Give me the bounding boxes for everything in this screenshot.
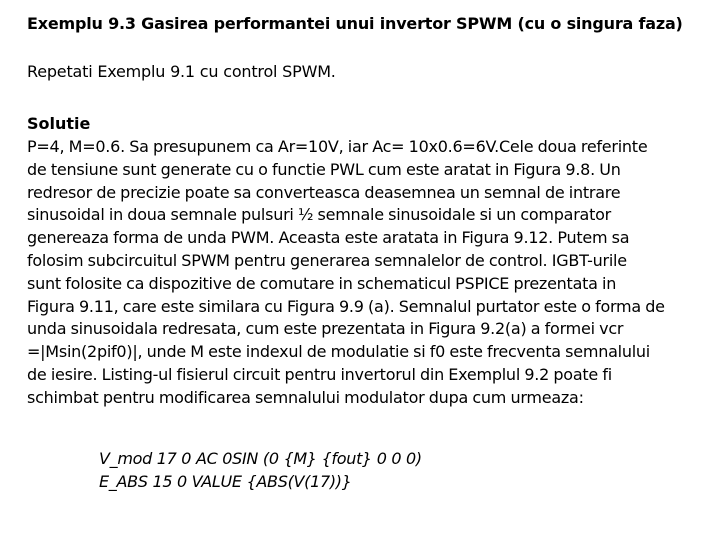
code-line-eabs: E_ABS 15 0 VALUE {ABS(V(17))}: [99, 471, 352, 491]
example-title: Exemplu 9.3 Gasirea performantei unui invertor SPWM (cu o singura faza): [27, 14, 683, 33]
code-line-vmod: V_mod 17 0 AC 0SIN (0 {M} {fout} 0 0 0): [99, 449, 422, 468]
solution-paragraph: P=4, M=0.6. Sa presupunem ca Ar=10V, iar Ac= 10x0.6=6V.Cele doua referinte de tensiune sunt generate cu o functie PWL cum este aratat in Figura 9.8. Un redresor de precizie poate sa converteasca deasemnea un semnal de intrare sinusoidal in doua semnale pulsuri ½ semnale sinusoidale si un comparator genereaza forma de unda PWM. Aceasta este aratata in Figura 9.12. Putem sa folosim subcircuitul SPWM pentru generarea semnalelor de control. IGBT-urile sunt folosite ca dispozitive de comutare in schematicul PSPICE prezentata in Figura 9.11, care este similara cu Figura 9.9 (a). Semnalul purtator este o forma de unda sinusoidala redresata, cum este prezentata in Figura 9.2(a) a formei vcr =|Msin(2pif0)|, unde M este indexul de modulatie si f0 este frecventa semnalului de iesire. Listing-ul fisierul circuit pentru invertorul din Exemplul 9.2 poate fi schimbat pentru modificarea semnalului modulator dupa cum urmeaza:: [27, 137, 665, 407]
example-statement: Repetati Exemplu 9.1 cu control SPWM.: [27, 62, 336, 81]
solution-heading: Solutie: [27, 114, 91, 133]
code-listing: [99, 448, 422, 494]
